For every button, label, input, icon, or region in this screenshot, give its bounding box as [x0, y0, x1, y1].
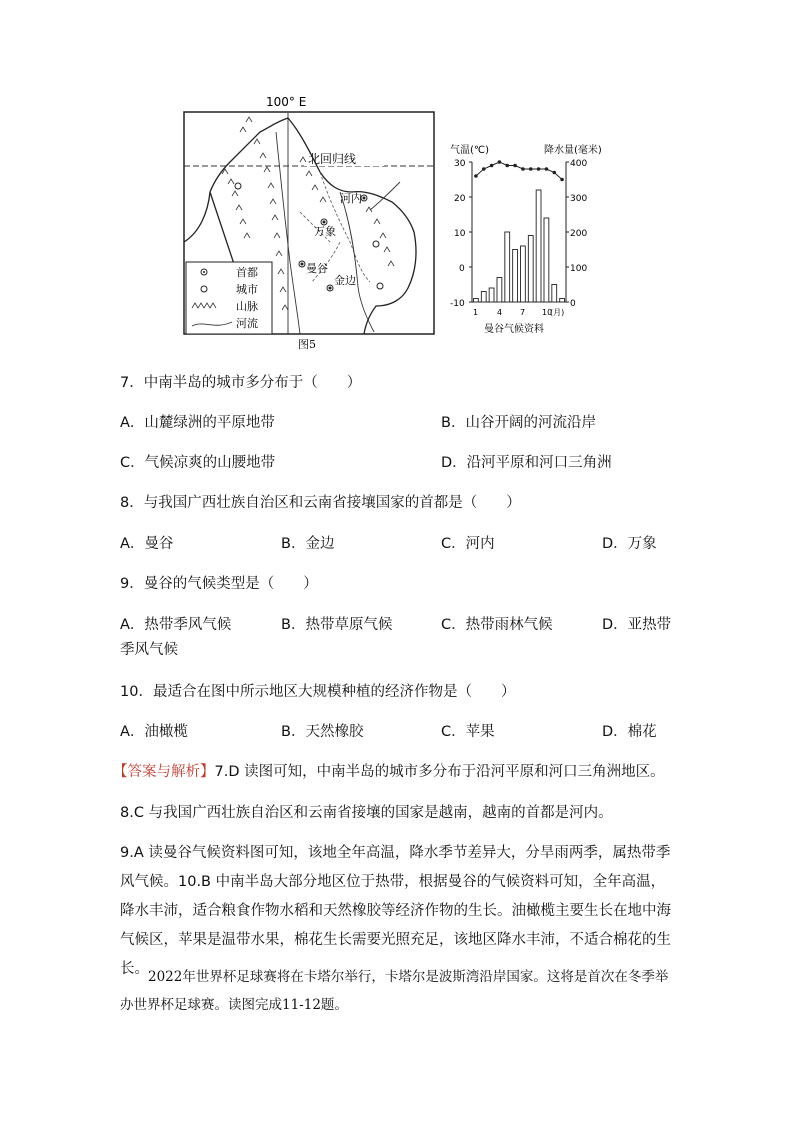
figure-caption: 图5	[298, 338, 316, 351]
y-right-tick: 200	[570, 229, 588, 239]
x-tick: (月)	[550, 308, 565, 317]
precipitation-bar	[544, 218, 549, 302]
temperature-point	[521, 167, 525, 171]
q9-option-c: C．热带雨林气候	[441, 617, 553, 633]
answer-tag: 【答案与解析】	[113, 764, 215, 780]
q9-option-d-continued: 季风气候	[120, 642, 178, 658]
q9-option-b: B．热带草原气候	[281, 617, 393, 633]
temperature-line	[476, 162, 562, 180]
temperature-point	[498, 160, 502, 164]
q10-option-a: A．油橄榄	[120, 724, 188, 740]
q8-stem: 8．与我国广西壮族自治区和云南省接壤国家的首都是（ ）	[120, 495, 521, 511]
q7-option-d: D．沿河平原和河口三角洲	[441, 455, 612, 471]
meridian-label: 100° E	[266, 95, 307, 109]
y-left-tick: 20	[454, 194, 466, 204]
y-left-tick: -10	[450, 299, 465, 309]
temperature-point	[560, 178, 564, 182]
temperature-point	[505, 164, 509, 168]
answer-9-10: 9.A 读曼谷气候资料图可知，该地全年高温，降水季节差异大，分旱雨两季，属热带季风气候。10.B 中南半岛大部分地区位于热带，根据曼谷的气候资料可知，全年高温，降水丰沛，适合粮食作物水稻和天然橡胶等经济作物的生长。油橄榄主要生长在地中海气候区，苹果是温带水果，棉花生长需要光照充足，该地区降水丰沛，不适合棉花的生长。	[120, 845, 671, 977]
legend-mountain: 山脉	[236, 300, 258, 313]
temperature-point	[552, 171, 556, 175]
temperature-point	[482, 167, 486, 171]
q7-stem: 7．中南半岛的城市多分布于（ ）	[120, 375, 362, 391]
temperature-point	[529, 167, 533, 171]
city-hanoi: 河内	[340, 192, 362, 205]
legend-capital: 首都	[236, 266, 258, 279]
temperature-point	[474, 174, 478, 178]
precipitation-bar	[528, 236, 533, 303]
q8-option-d: D．万象	[602, 536, 657, 552]
y-right-tick: 0	[570, 299, 576, 309]
precipitation-bar	[497, 278, 502, 303]
y-left-label: 气温(℃)	[450, 145, 490, 156]
y-right-label: 降水量(毫米)	[544, 145, 602, 156]
temperature-point	[545, 167, 549, 171]
answer-8: 8.C 与我国广西壮族自治区和云南省接壤的国家是越南，越南的首都是河内。	[120, 805, 613, 821]
x-tick: 1	[473, 308, 479, 317]
q8-option-c: C．河内	[441, 536, 495, 552]
answer-7	[113, 762, 665, 782]
intro-paragraph: 2022年世界杯足球赛将在卡塔尔举行，卡塔尔是波斯湾沿岸国家。这将是首次在冬季举办世界杯足球赛。读图完成11-12题。	[120, 969, 669, 1013]
q7-option-a: A．山麓绿洲的平原地带	[120, 415, 275, 431]
answer-7-text: 7.D 读图可知，中南半岛的城市多分布于沿河平原和河口三角洲地区。	[214, 764, 665, 780]
climate-chart-svg	[446, 140, 616, 340]
map-figure	[180, 92, 440, 352]
legend-city: 城市	[236, 283, 258, 296]
temperature-point	[513, 164, 517, 168]
precipitation-bar	[481, 292, 486, 303]
x-tick: 4	[497, 308, 503, 317]
q9-option-a: A．热带季风气候	[120, 617, 232, 633]
q8-option-a: A．曼谷	[120, 536, 174, 552]
chart-title: 曼谷气候资料	[484, 324, 544, 335]
q10-option-d: D．棉花	[602, 724, 657, 740]
map-svg	[180, 92, 440, 352]
precipitation-bar	[560, 299, 565, 303]
tropic-label: 北回归线	[308, 152, 357, 166]
y-right-tick: 400	[570, 159, 588, 169]
y-right-tick: 300	[570, 194, 588, 204]
q10-option-c: C．苹果	[441, 724, 495, 740]
y-left-tick: 30	[454, 159, 466, 169]
city-phnom-penh: 金边	[334, 274, 356, 287]
precipitation-bar	[536, 190, 541, 302]
q10-option-b: B．天然橡胶	[281, 724, 364, 740]
precipitation-bar	[505, 232, 510, 302]
precipitation-bar	[552, 285, 557, 303]
q10-stem: 10．最适合在图中所示地区大规模种植的经济作物是（ ）	[120, 684, 516, 700]
y-right-tick: 100	[570, 264, 588, 274]
q9-option-d: D．亚热带	[602, 617, 672, 633]
y-left-tick: 10	[454, 229, 466, 239]
q7-option-b: B．山谷开阔的河流沿岸	[441, 415, 596, 431]
q8-option-b: B．金边	[281, 536, 335, 552]
q9-stem: 9．曼谷的气候类型是（ ）	[120, 576, 318, 592]
temperature-point	[490, 164, 494, 168]
legend-river: 河流	[236, 317, 258, 330]
y-left-tick: 0	[459, 264, 465, 274]
x-tick: 10	[542, 308, 553, 317]
precipitation-bar	[513, 250, 518, 303]
precipitation-bar	[474, 299, 479, 303]
precipitation-bar	[521, 246, 526, 302]
climate-chart	[446, 140, 616, 340]
x-tick: 7	[520, 308, 526, 317]
q7-option-c: C．气候凉爽的山腰地带	[120, 455, 276, 471]
city-vientiane: 万象	[314, 225, 336, 238]
city-bangkok: 曼谷	[306, 262, 328, 275]
temperature-point	[537, 167, 541, 171]
precipitation-bar	[489, 288, 494, 302]
